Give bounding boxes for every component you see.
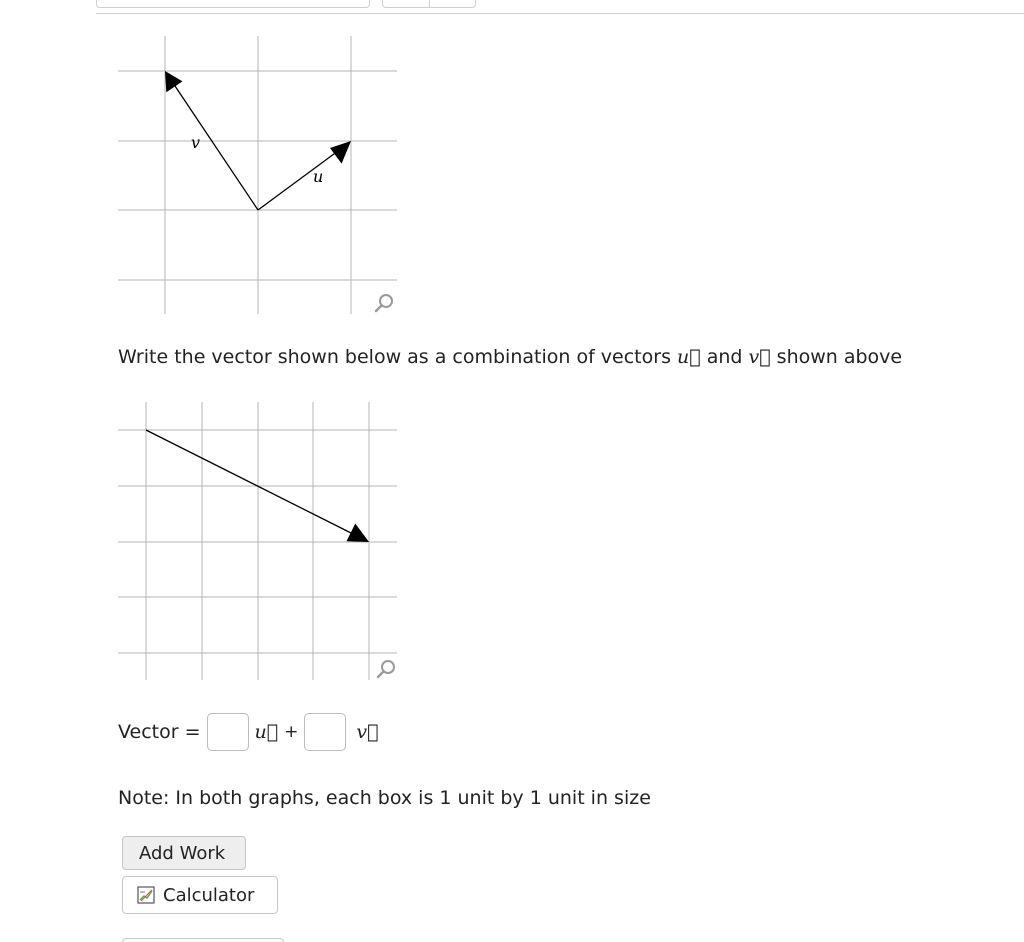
vector-u-line [258,148,342,210]
vector-v-arrowhead [165,71,183,92]
add-work-button[interactable] [122,836,246,870]
top-divider [96,13,1024,14]
u-coefficient-input[interactable] [207,713,249,751]
calculator-label: Calculator [163,884,255,906]
v-vector-symbol: v⃗ [748,346,771,368]
question-text [118,346,902,368]
calculator-icon [137,886,155,904]
note-text: Note: In both graphs, each box is 1 unit by 1 unit in size [118,787,651,809]
answer-row [118,712,379,752]
question-prefix: Write the vector shown below as a combination of vectors [118,346,678,368]
add-work-label: Add Work [139,842,226,864]
vector-v-line [171,80,258,210]
grid-lines [118,36,397,314]
calculator-button[interactable] [122,876,278,914]
question-suffix: shown above [770,346,903,368]
vector-v-label: v [191,133,201,152]
magnifier-icon[interactable] [375,658,397,680]
vector-u-label: u [313,167,324,186]
top-toolbar-field[interactable] [96,0,370,8]
v-vector-symbol: v⃗ [356,721,379,743]
u-vector-symbol: u⃗ [254,721,279,743]
graph-target-vector [118,402,398,682]
target-vector-line [146,430,359,537]
question-middle: and [700,346,749,368]
answer-label: Vector = [118,721,201,743]
top-toolbar-segmented[interactable] [382,0,476,8]
vector-u-arrowhead [330,141,351,164]
graph-u-v [118,36,398,316]
v-coefficient-input[interactable] [304,713,346,751]
next-button-edge[interactable] [122,938,284,942]
plus-sign: + [284,722,299,742]
magnifier-icon[interactable] [373,292,395,314]
u-vector-symbol: u⃗ [677,346,701,368]
